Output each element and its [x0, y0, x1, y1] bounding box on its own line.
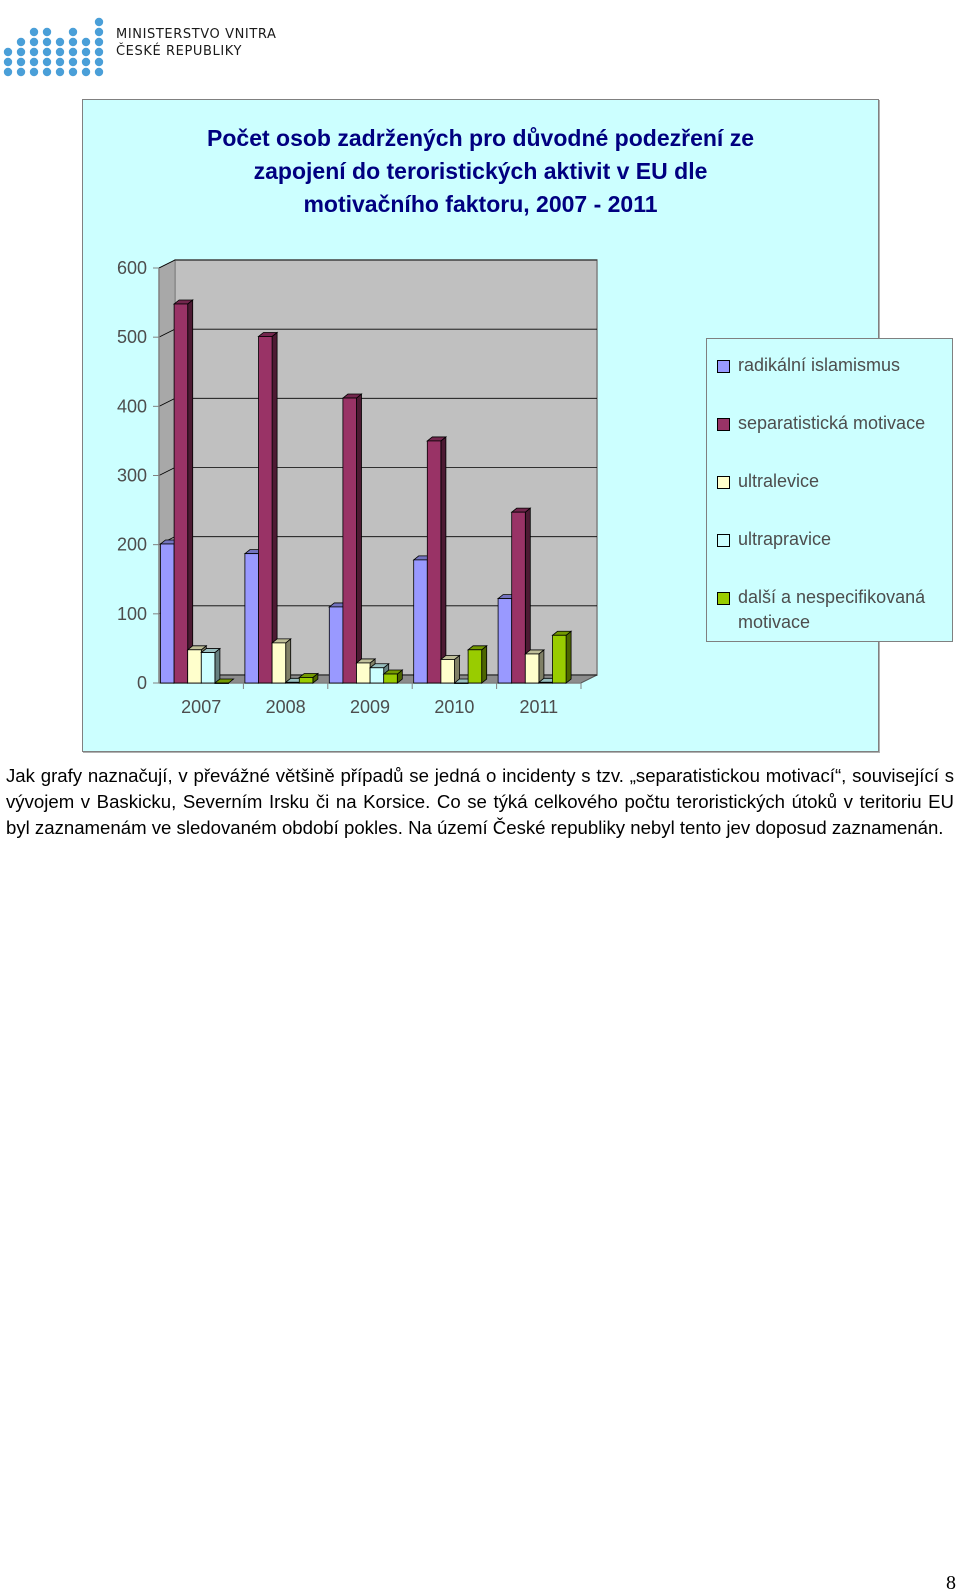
legend-label: další a nespecifikovaná motivace — [738, 587, 926, 632]
logo-dot — [82, 38, 90, 46]
logo-dot — [30, 58, 38, 66]
bar — [343, 398, 357, 683]
chart-title-line: Počet osob zadržených pro důvodné podezření ze — [207, 125, 754, 151]
logo-dot — [69, 48, 77, 56]
logo-dot — [56, 58, 64, 66]
bar — [329, 607, 343, 683]
x-tick-label: 2008 — [265, 697, 306, 717]
bar — [357, 663, 371, 683]
bar — [161, 544, 175, 683]
logo-dot — [43, 68, 51, 76]
bar — [245, 554, 259, 683]
bar — [455, 683, 469, 684]
x-tick-label: 2010 — [434, 697, 475, 717]
logo-dot — [95, 48, 103, 56]
logo-dot — [95, 58, 103, 66]
logo-dot — [56, 38, 64, 46]
chart-title-line: motivačního faktoru, 2007 - 2011 — [303, 191, 658, 217]
bar — [441, 659, 455, 683]
chart-legend — [706, 338, 953, 642]
bar — [468, 650, 482, 683]
logo-dot — [69, 58, 77, 66]
logo-dot — [4, 68, 12, 76]
bar-side — [188, 300, 193, 683]
logo-dot — [4, 48, 12, 56]
y-tick-label: 100 — [116, 603, 147, 624]
bar — [201, 653, 215, 683]
logo-dot — [95, 68, 103, 76]
logo-dot — [82, 68, 90, 76]
logo-dot — [17, 58, 25, 66]
legend-swatch — [717, 534, 730, 547]
bar-side — [455, 655, 460, 683]
legend-swatch — [717, 360, 730, 373]
logo-dot — [95, 28, 103, 36]
bar — [299, 677, 313, 683]
logo-dot — [56, 68, 64, 76]
bar-side — [215, 649, 220, 683]
bar — [370, 668, 384, 683]
legend-label: radikální islamismus — [738, 355, 901, 375]
chart-title-line: zapojení do teroristických aktivit v EU dle — [253, 158, 708, 184]
y-tick-label: 400 — [116, 396, 147, 417]
logo-dot — [43, 38, 51, 46]
logo-dots-icon — [0, 0, 110, 78]
x-tick-label: 2009 — [349, 697, 391, 717]
legend-swatch — [717, 476, 730, 489]
x-tick-label: 2007 — [181, 697, 222, 717]
legend-label: ultrapravice — [738, 529, 832, 549]
org-name-line2: ČESKÉ REPUBLIKY — [116, 44, 243, 59]
bar-side — [272, 332, 277, 683]
bar — [414, 560, 428, 683]
x-tick-label: 2011 — [519, 697, 559, 717]
bar — [188, 650, 202, 683]
ministry-logo — [0, 0, 277, 78]
bar — [498, 599, 512, 683]
bar — [259, 336, 273, 683]
page-number: 8 — [946, 1572, 956, 1594]
bar — [539, 682, 553, 683]
legend-swatch — [717, 592, 730, 605]
logo-dot — [17, 68, 25, 76]
logo-dot — [17, 38, 25, 46]
logo-dot — [43, 28, 51, 36]
logo-dot — [56, 48, 64, 56]
logo-dot — [17, 48, 25, 56]
logo-dot — [43, 48, 51, 56]
legend-swatch — [717, 418, 730, 431]
chart-frame — [82, 99, 926, 752]
logo-dot — [30, 28, 38, 36]
logo-dot — [82, 48, 90, 56]
org-name-line1: MINISTERSTVO VNITRA — [116, 27, 277, 42]
bar — [553, 635, 567, 683]
legend-label: separatistická motivace — [738, 413, 926, 433]
bar-side — [286, 639, 291, 683]
logo-dot — [95, 18, 103, 26]
bar — [174, 304, 188, 683]
bar — [215, 683, 229, 684]
y-tick-label: 300 — [116, 465, 147, 486]
logo-dot — [69, 28, 77, 36]
legend-label: ultralevice — [738, 471, 820, 491]
bar — [286, 682, 300, 683]
logo-dot — [95, 38, 103, 46]
bar — [427, 441, 441, 683]
bar — [272, 643, 286, 683]
bar — [525, 654, 539, 683]
y-tick-label: 0 — [136, 673, 147, 693]
y-tick-label: 500 — [116, 327, 147, 348]
logo-dot — [43, 58, 51, 66]
logo-dot — [30, 48, 38, 56]
body-paragraph: Jak grafy naznačují, v převážné většině případů se jedná o incidenty s tzv. „separatistickou motivací“, související s vývojem v Baskicku, Severním Irsku či na Korsice. Co se týká celkového počtu teroristických útoků v teritoriu EU byl zaznamenám ve sledovaném období pokles. Na území České republiky nebyl tento jev doposud zaznamenán. — [6, 765, 954, 838]
logo-dot — [4, 58, 12, 66]
y-tick-label: 200 — [116, 534, 147, 555]
bar-side — [441, 437, 446, 683]
logo-dot — [82, 58, 90, 66]
bar-side — [357, 394, 362, 683]
bar — [384, 674, 398, 683]
logo-dot — [30, 68, 38, 76]
bar-side — [539, 650, 544, 683]
y-tick-label: 600 — [116, 258, 147, 278]
bar — [512, 512, 526, 683]
logo-dot — [69, 38, 77, 46]
bar-side — [482, 646, 487, 683]
bar-side — [566, 631, 571, 683]
logo-dot — [30, 38, 38, 46]
logo-dot — [69, 68, 77, 76]
